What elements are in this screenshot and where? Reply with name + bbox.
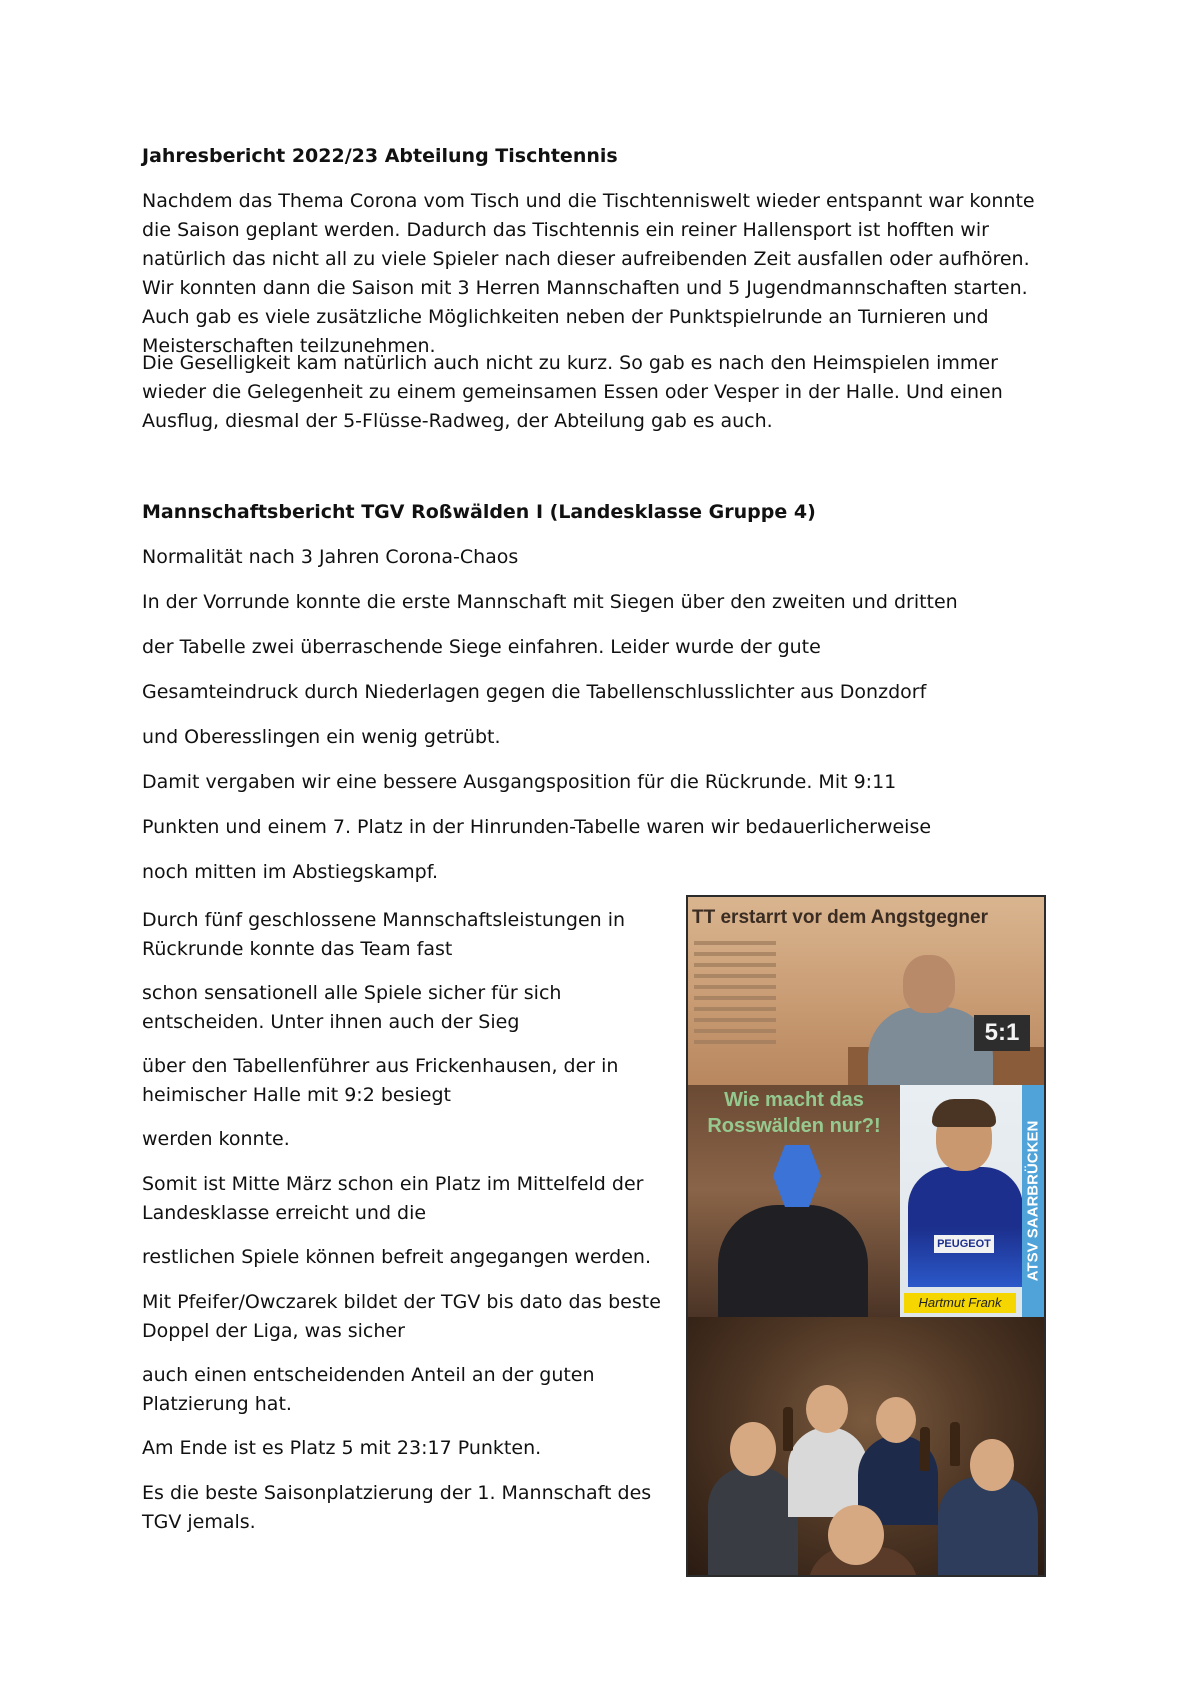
blurred-face-hexagon: [773, 1145, 821, 1207]
player-jersey: [908, 1167, 1023, 1287]
player-hair: [932, 1099, 996, 1127]
team-paragraph: restlichen Spiele können befreit angegangen werden.: [142, 1246, 651, 1268]
team-line: Normalität nach 3 Jahren Corona-Chaos: [142, 546, 519, 568]
team-paragraph: Am Ende ist es Platz 5 mit 23:17 Punkten.: [142, 1437, 542, 1459]
person-shirt: [938, 1477, 1038, 1575]
team-paragraph: Mit Pfeifer/Owczarek bildet der TGV bis dato das beste Doppel der Liga, was sicher: [142, 1291, 661, 1342]
person-face: [828, 1505, 884, 1565]
team-line: In der Vorrunde konnte die erste Mannschaft mit Siegen über den zweiten und dritten: [142, 591, 958, 613]
team-line: und Oberesslingen ein wenig getrübt.: [142, 726, 501, 748]
team-line: Punkten und einem 7. Platz in der Hinrunden-Tabelle waren wir bedauerlicherweise: [142, 816, 932, 838]
person-face: [730, 1422, 776, 1476]
player-head: [903, 955, 955, 1013]
team-paragraph: werden konnte.: [142, 1128, 290, 1150]
person-face: [970, 1439, 1014, 1491]
scoreboard: 5:1: [974, 1015, 1030, 1051]
person-face: [876, 1397, 916, 1443]
clipping-text-lines: [694, 941, 776, 1051]
newspaper-clipping-photo: [688, 897, 1044, 1085]
team-paragraph: Durch fünf geschlossene Mannschaftsleistungen in Rückrunde konnte das Team fast: [142, 909, 626, 960]
photo-collage: [686, 895, 1046, 1577]
person-face: [806, 1385, 848, 1433]
team-line: Damit vergaben wir eine bessere Ausgangsposition für die Rückrunde. Mit 9:11: [142, 771, 897, 793]
team-paragraph: Es die beste Saisonplatzierung der 1. Mannschaft des TGV jemals.: [142, 1482, 652, 1533]
clipping-headline: TT erstarrt vor dem Angstgegner: [692, 907, 988, 928]
team-paragraph: über den Tabellenführer aus Frickenhausen, der in heimischer Halle mit 9:2 besiegt: [142, 1055, 619, 1106]
person-shirt: [708, 1467, 798, 1575]
jersey-sponsor: PEUGEOT: [934, 1235, 994, 1253]
club-strip-text: ATSV SAARBRÜCKEN: [1024, 1120, 1042, 1282]
meme-caption: Wie macht das Rosswälden nur?!: [707, 1089, 881, 1137]
intro-paragraph-2: Die Geselligkeit kam natürlich auch nicht zu kurz. So gab es nach den Heimspielen immer wieder die Gelegenheit zu einem gemeinsamen Essen oder Vesper in der Halle. Und einen Ausflug, diesmal der 5-Flüsse-Radweg, der Abteilung gab es auch.: [142, 352, 1003, 432]
person-shirt: [788, 1427, 868, 1517]
team-line: noch mitten im Abstiegskampf.: [142, 861, 439, 883]
person-suit: [718, 1205, 868, 1317]
player-name-tag: Hartmut Frank: [904, 1293, 1016, 1313]
beer-bottle: [950, 1422, 960, 1466]
player-card-photo: [900, 1085, 1044, 1317]
report-title: Jahresbericht 2022/23 Abteilung Tischtennis: [142, 145, 618, 167]
club-strip: [1022, 1085, 1044, 1317]
team-paragraph: Somit ist Mitte März schon ein Platz im Mittelfeld der Landesklasse erreicht und die: [142, 1173, 644, 1224]
meme-photo: [688, 1085, 900, 1317]
team-paragraph: schon sensationell alle Spiele sicher für sich entscheiden. Unter ihnen auch der Sieg: [142, 982, 562, 1033]
team-line: der Tabelle zwei überraschende Siege einfahren. Leider wurde der gute: [142, 636, 821, 658]
group-celebration-photo: [688, 1317, 1044, 1575]
intro-paragraph-1: Nachdem das Thema Corona vom Tisch und die Tischtenniswelt wieder entspannt war konnte die Saison geplant werden. Dadurch das Tischtennis ein reiner Hallensport ist hofften wir natürlich das nicht all zu viele Spieler nach dieser aufreibenden Zeit ausfallen oder aufhören. Wir konnten dann die Saison mit 3 Herren Mannschaften und 5 Jugendmannschaften starten. Auch gab es viele zusätzliche Möglichkeiten neben der Punktspielrunde an Turnieren und Meisterschaften teilzunehmen.: [142, 190, 1035, 357]
beer-bottle: [783, 1407, 793, 1451]
team-report-title: Mannschaftsbericht TGV Roßwälden I (Landesklasse Gruppe 4): [142, 501, 816, 523]
team-paragraph: auch einen entscheidenden Anteil an der guten Platzierung hat.: [142, 1364, 595, 1415]
beer-bottle: [920, 1427, 930, 1471]
team-line: Gesamteindruck durch Niederlagen gegen die Tabellenschlusslichter aus Donzdorf: [142, 681, 927, 703]
